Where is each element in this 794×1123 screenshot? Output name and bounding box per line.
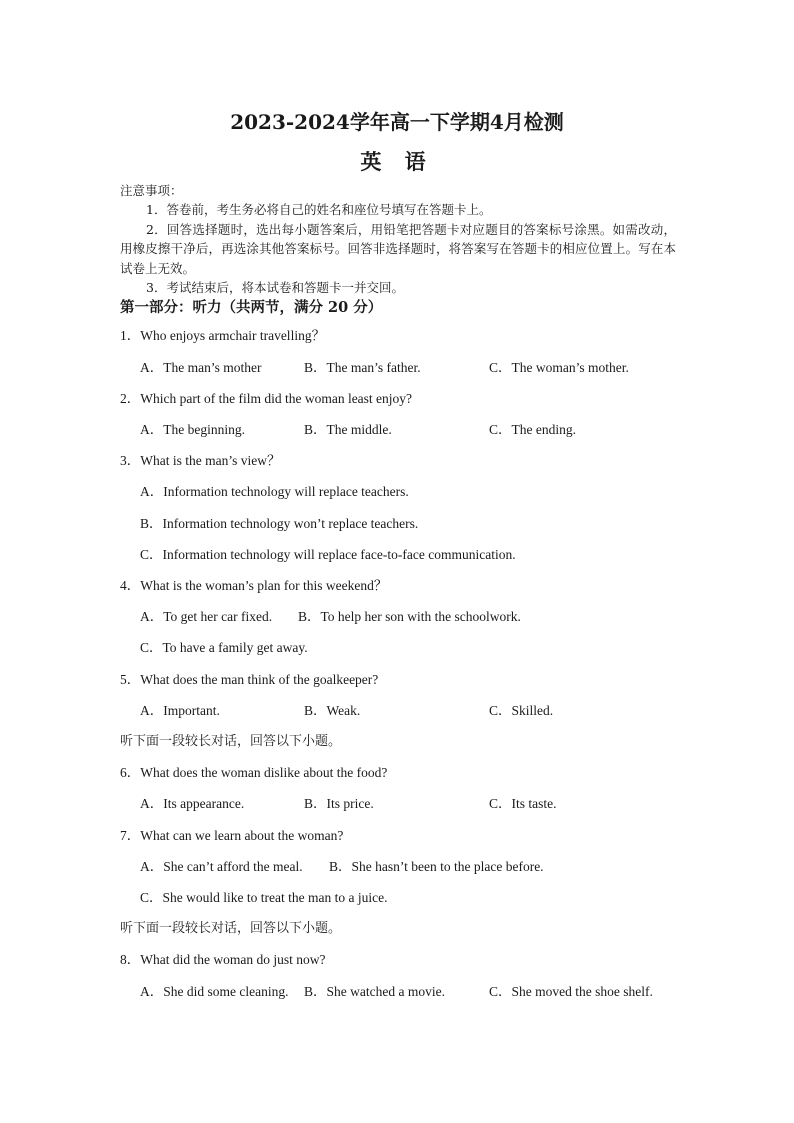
option-b: B．She watched a movie. bbox=[304, 984, 445, 999]
subject-title: 英 语 bbox=[360, 149, 434, 174]
section-title: 第一部分：听力（共两节，满分 20 分） bbox=[120, 299, 383, 316]
option-b: B．Information technology won’t replace teachers. bbox=[140, 516, 419, 531]
notice-item: 1．答卷前，考生务必将自己的姓名和座位号填写在答题卡上。 bbox=[146, 202, 492, 217]
option-b: B．She hasn’t been to the place before. bbox=[329, 859, 544, 874]
option-a: A．She did some cleaning. bbox=[140, 984, 289, 999]
long-dialog-instruction: 听下面一段较长对话，回答以下小题。 bbox=[120, 734, 342, 749]
option-c: C．Information technology will replace face-to-face communication. bbox=[140, 547, 516, 562]
question-stem: 7．What can we learn about the woman? bbox=[120, 828, 344, 843]
option-a: A．Important. bbox=[140, 703, 220, 718]
option-c: C．To have a family get away. bbox=[140, 640, 308, 655]
option-a: A．The beginning. bbox=[140, 422, 245, 437]
option-a: A．She can’t afford the meal. bbox=[140, 859, 303, 874]
question-stem: 4．What is the woman’s plan for this weekend？ bbox=[120, 578, 388, 593]
option-a: A．Information technology will replace teachers. bbox=[140, 484, 409, 499]
notice-item: 2．回答选择题时，选出每小题答案后，用铅笔把答题卡对应题目的答案标号涂黑。如需改动，用橡皮擦干净后，再选涂其他答案标号。回答非选择题时，将答案写在答题卡的相应位置上。写在本试卷上无效。 bbox=[120, 221, 676, 276]
option-c: C．The ending. bbox=[489, 422, 576, 437]
exam-title: 2023-2024学年高一下学期4月检测 bbox=[230, 110, 564, 134]
option-c: C．The woman’s mother. bbox=[489, 360, 629, 375]
option-b: B．Weak. bbox=[304, 703, 361, 718]
notice-item: 3．考试结束后，将本试卷和答题卡一并交回。 bbox=[146, 280, 404, 295]
option-b: B．The middle. bbox=[304, 422, 392, 437]
option-c: C．Skilled. bbox=[489, 703, 554, 718]
option-b: B．The man’s father. bbox=[304, 360, 421, 375]
option-b: B．To help her son with the schoolwork. bbox=[298, 609, 521, 624]
option-a: A．The man’s mother bbox=[140, 360, 262, 375]
question-stem: 8．What did the woman do just now? bbox=[120, 952, 326, 967]
option-a: A．To get her car fixed. bbox=[140, 609, 273, 624]
question-stem: 3．What is the man’s view？ bbox=[120, 453, 281, 468]
option-a: A．Its appearance. bbox=[140, 796, 245, 811]
option-b: B．Its price. bbox=[304, 796, 374, 811]
notice-list bbox=[120, 200, 676, 298]
notice-heading: 注意事项： bbox=[120, 183, 183, 198]
question-stem: 5．What does the man think of the goalkeeper? bbox=[120, 672, 379, 687]
question-stem: 1．Who enjoys armchair travelling？ bbox=[120, 328, 326, 343]
long-dialog-instruction: 听下面一段较长对话，回答以下小题。 bbox=[120, 921, 342, 936]
question-stem: 2．Which part of the film did the woman least enjoy? bbox=[120, 391, 413, 406]
option-c: C．She would like to treat the man to a juice. bbox=[140, 890, 388, 905]
question-stem: 6．What does the woman dislike about the food? bbox=[120, 765, 388, 780]
option-c: C．She moved the shoe shelf. bbox=[489, 984, 653, 999]
option-c: C．Its taste. bbox=[489, 796, 557, 811]
